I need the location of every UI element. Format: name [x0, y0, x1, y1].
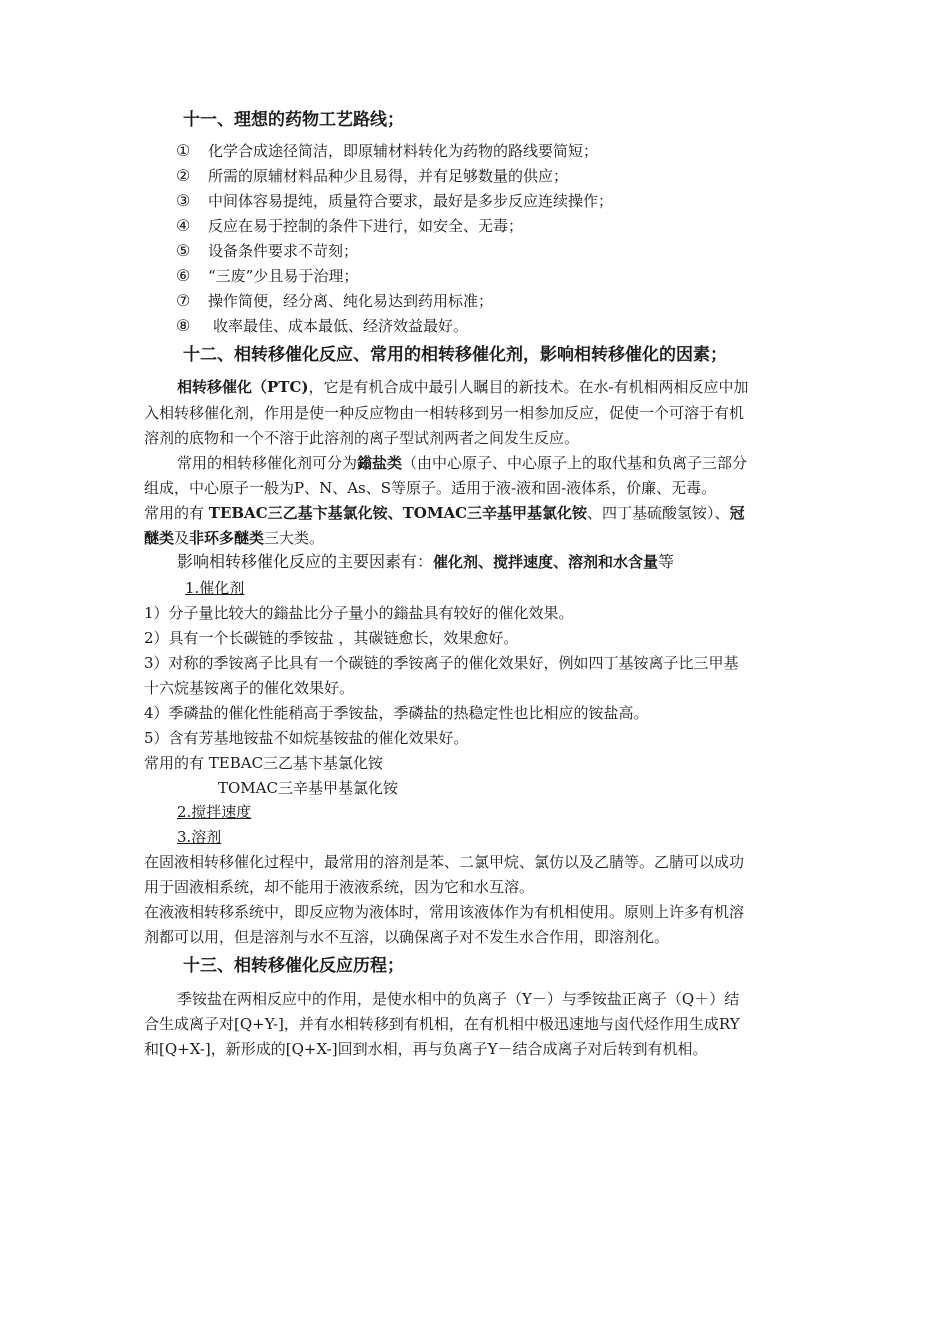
paragraph-text: 及 — [174, 529, 190, 547]
item-number: ③ — [176, 191, 191, 210]
list-item — [176, 316, 468, 336]
item-number: ④ — [176, 216, 191, 235]
paragraph-line: 1）分子量比较大的鎓盐比分子量小的鎓盐具有较好的催化效果。 — [144, 604, 574, 622]
section12-heading: 十二、相转移催化反应、常用的相转移催化剂，影响相转移催化的因素； — [183, 345, 727, 365]
paragraph-text: ，它是有机合成中最引人瞩目的新技术。在水-有机相两相反应中加 — [308, 378, 749, 396]
paragraph-line — [144, 503, 745, 523]
item-text: 收率最佳、成本最低、经济效益最好。 — [213, 317, 469, 335]
subheading-stirring: 2.搅拌速度 — [177, 803, 252, 821]
item-text: 设备条件要求不苛刻； — [208, 242, 359, 260]
paragraph-line: 组成，中心原子一般为P、N、As、S等原子。适用于液-液和固-液体系，价廉、无毒。 — [144, 479, 717, 497]
list-item — [176, 166, 568, 186]
paragraph-text: 常用的相转移催化剂可分为 — [177, 454, 358, 472]
paragraph-line: 剂都可以用，但是溶剂与水不互溶，以确保离子对不发生水合作用，即溶剂化。 — [144, 928, 670, 946]
section11-heading: 十一、理想的药物工艺路线； — [183, 110, 404, 130]
term-onium: 鎓盐类 — [357, 454, 403, 472]
paragraph-line: 溶剂的底物和一个不溶于此溶剂的离子型试剂两者之间发生反应。 — [144, 429, 580, 447]
paragraph-line: 季铵盐在两相反应中的作用，是使水相中的负离子（Y－）与季铵盐正离子（Q＋）结 — [177, 990, 740, 1008]
paragraph-line: 2）具有一个长碳链的季铵盐 ，其碳链愈长，效果愈好。 — [144, 629, 519, 647]
section13-heading: 十三、相转移催化反应历程； — [183, 956, 404, 976]
item-text: “三废”少且易于治理； — [208, 267, 359, 285]
subheading-catalyst: 1.催化剂 — [185, 579, 245, 597]
term-ptc: 相转移催化（PTC) — [177, 378, 309, 396]
paragraph-line: 入相转移催化剂，作用是使一种反应物由一相转移到另一相参加反应，促使一个可溶于有机 — [144, 404, 745, 422]
paragraph-text: （由中心原子、中心原子上的取代基和负离子三部分 — [402, 454, 748, 472]
paragraph-line: 用于固液相系统，却不能用于液液系统，因为它和水互溶。 — [144, 878, 535, 896]
list-item — [176, 141, 598, 161]
paragraph-text: 常用的有 — [144, 504, 209, 522]
list-item — [176, 216, 523, 236]
paragraph-line: 常用的有 TEBAC三乙基卞基氯化铵 — [144, 754, 384, 772]
item-number: ⑤ — [176, 241, 191, 260]
item-text: 中间体容易提纯，质量符合要求，最好是多步反应连续操作； — [208, 192, 614, 210]
term-ethers: 醚类 — [144, 529, 175, 547]
item-text: 化学合成途径简洁，即原辅材料转化为药物的路线要简短； — [208, 142, 599, 160]
paragraph-line: 4）季磷盐的催化性能稍高于季铵盐，季磷盐的热稳定性也比相应的铵盐高。 — [144, 704, 649, 722]
paragraph-text: 三大类。 — [264, 529, 325, 547]
item-text: 反应在易于控制的条件下进行，如安全、无毒； — [208, 217, 524, 235]
list-item — [176, 266, 358, 286]
item-text: 所需的原辅材料品种少且易得，并有足够数量的供应； — [208, 167, 569, 185]
item-number: ① — [176, 141, 191, 160]
paragraph-line — [177, 377, 749, 397]
factors: 催化剂、搅拌速度、溶剂和水含量 — [433, 553, 659, 571]
paragraph-line: 在液液相转移系统中，即反应物为液体时，常用该液体作为有机相使用。原则上许多有机溶 — [144, 903, 745, 921]
paragraph-line — [177, 552, 674, 572]
list-item — [176, 241, 358, 261]
paragraph-text: 影响相转移催化反应的主要因素有： — [177, 552, 434, 571]
paragraph-text: 等 — [658, 552, 675, 571]
paragraph-line: 在固液相转移催化过程中，最常用的溶剂是苯、二氯甲烷、氯仿以及乙腈等。乙腈可以成功 — [144, 853, 745, 871]
item-number: ② — [176, 166, 191, 185]
subheading-solvent: 3.溶剂 — [177, 828, 222, 846]
term-crown: 冠 — [729, 504, 745, 522]
paragraph-line — [144, 528, 324, 548]
item-number: ⑥ — [176, 266, 191, 285]
term-catalysts: TEBAC三乙基卞基氯化铵、TOMAC三辛基甲基氯化铵 — [208, 504, 588, 522]
paragraph-line: 5）含有芳基地铵盐不如烷基铵盐的催化效果好。 — [144, 729, 469, 747]
paragraph-line: 十六烷基铵离子的催化效果好。 — [144, 679, 355, 697]
item-number: ⑦ — [176, 291, 191, 310]
term-acyclic: 非环多醚类 — [189, 529, 265, 547]
item-text: 操作简便，经分离、纯化易达到药用标准； — [208, 292, 494, 310]
paragraph-line: 3）对称的季铵离子比具有一个碳链的季铵离子的催化效果好，例如四丁基铵离子比三甲基 — [144, 654, 739, 672]
list-item — [176, 191, 613, 211]
paragraph-line: TOMAC三辛基甲基氯化铵 — [218, 779, 398, 797]
paragraph-text: 、四丁基硫酸氢铵）、 — [587, 504, 730, 522]
paragraph-line: 合生成离子对[Q+Y-]，并有水相转移到有机相，在有机相中极迅速地与卤代烃作用生成RY — [144, 1015, 740, 1033]
item-number: ⑧ — [176, 316, 191, 335]
list-item — [176, 291, 493, 311]
paragraph-line: 和[Q+X-]，新形成的[Q+X-]回到水相，再与负离子Y－结合成离子对后转到有机相。 — [144, 1040, 708, 1058]
paragraph-line — [177, 453, 747, 473]
